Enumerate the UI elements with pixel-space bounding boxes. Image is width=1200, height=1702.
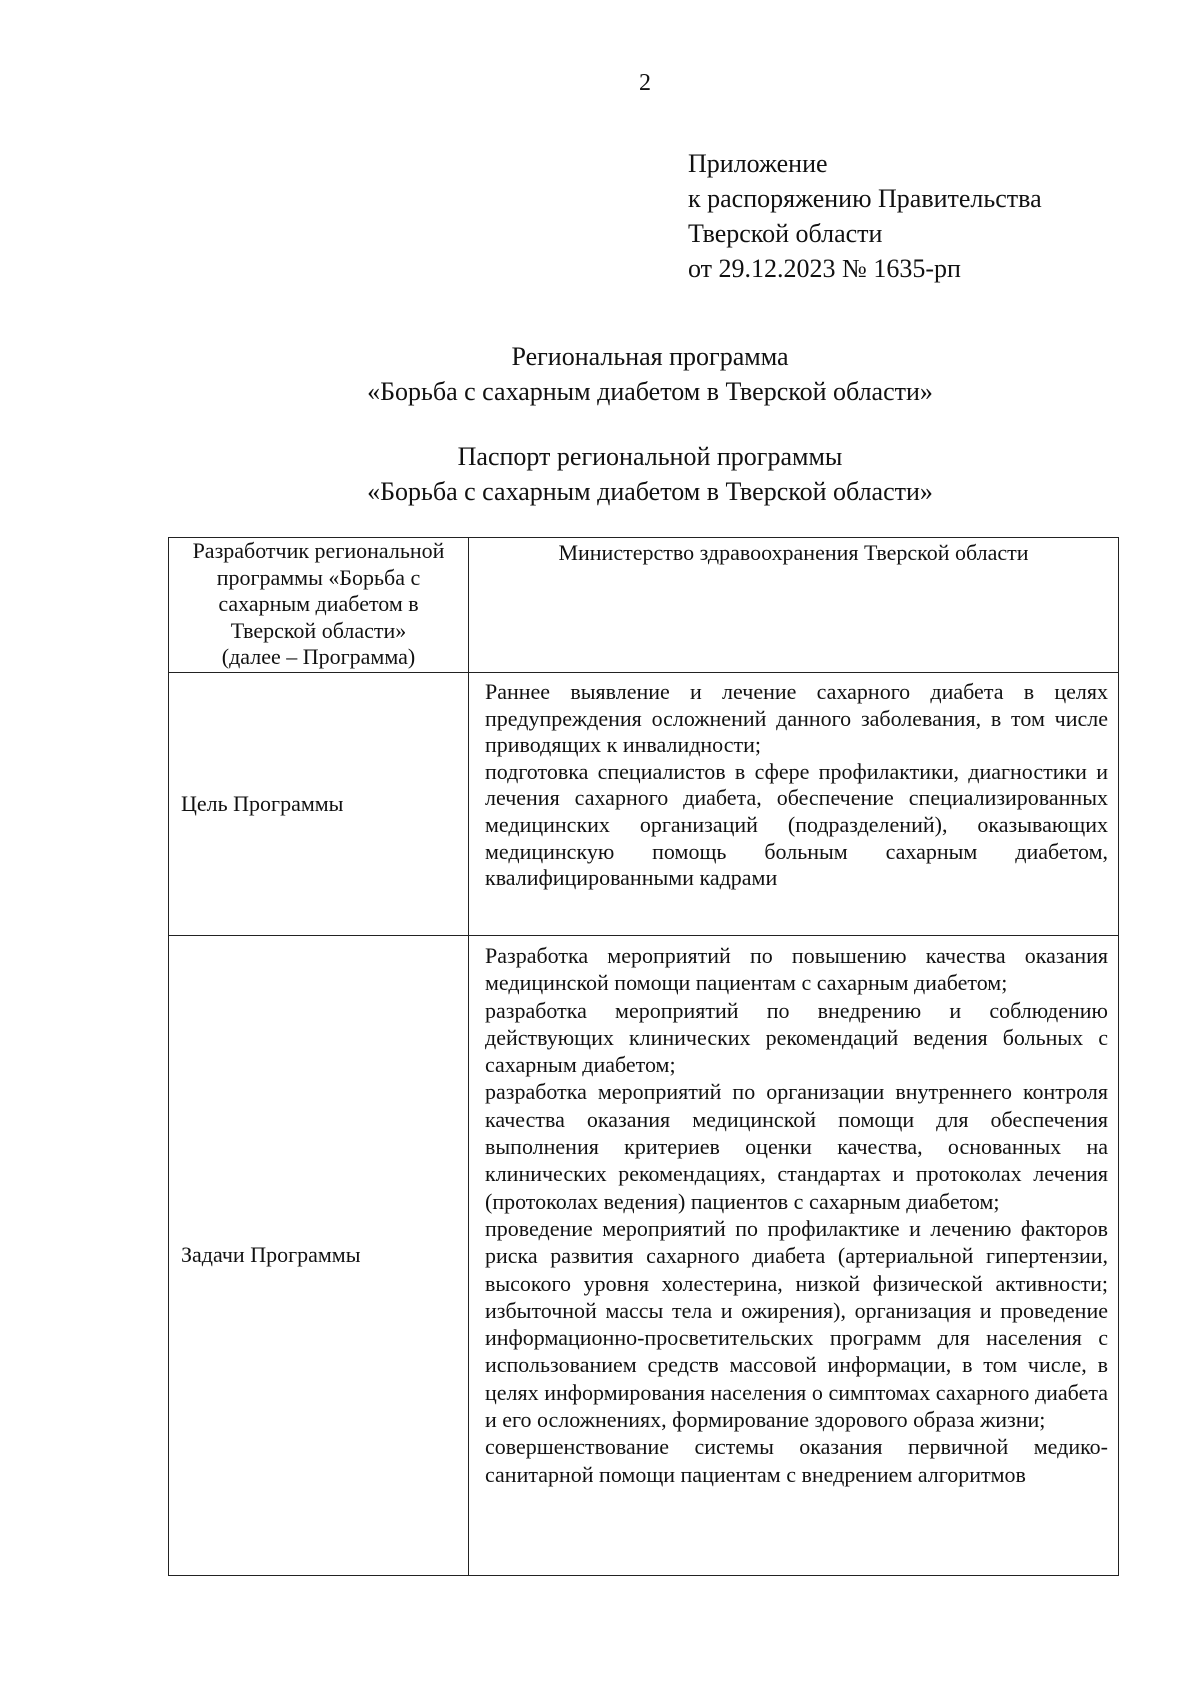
- developer-label-line: программы «Борьба с: [216, 564, 421, 590]
- tasks-paragraph: разработка мероприятий по организации внутреннего контроля качества оказания медицинской помощи для обеспечения выполнения критериев оценки качества, основанных на клинических рекомендациях, стандартах и протоколах лечения (протоколах ведения) пациентов с сахарным диабетом;: [485, 1079, 1108, 1214]
- developer-label-line: Тверской области»: [230, 617, 407, 643]
- tasks-label-cell: [169, 936, 469, 1576]
- goal-paragraph: Раннее выявление и лечение сахарного диабета в целях предупреждения осложнений данного заболевания, в том числе приводящих к инвалидности;: [485, 679, 1108, 758]
- passport-title-line: Паспорт региональной программы: [457, 442, 843, 471]
- goal-label: Цель Программы: [181, 790, 344, 816]
- goal-paragraph: подготовка специалистов в сфере профилактики, диагностики и лечения сахарного диабета, обеспечение специализированных медицинских организаций (подразделений), оказывающих медицинскую помощь больным сахарным диабетом, квалифицированными кадрами: [485, 758, 1108, 891]
- tasks-paragraph: совершенствование системы оказания первичной медико-санитарной помощи пациентам с внедрением алгоритмов: [485, 1434, 1108, 1487]
- developer-label-line: (далее – Программа): [221, 644, 416, 670]
- table-row: [169, 673, 1119, 936]
- tasks-paragraph: Разработка мероприятий по повышению качества оказания медицинской помощи пациентам с сахарным диабетом;: [485, 943, 1108, 996]
- developer-value-cell: [469, 538, 1119, 673]
- passport-title-line: «Борьба с сахарным диабетом в Тверской области»: [367, 477, 933, 506]
- program-title-line: Региональная программа: [511, 342, 789, 371]
- program-title: [150, 339, 1150, 409]
- tasks-value-cell: [469, 936, 1119, 1576]
- appendix-line: Приложение: [688, 149, 828, 178]
- appendix-line: от 29.12.2023 № 1635-рп: [688, 254, 961, 283]
- developer-label-line: Разработчик региональной: [192, 538, 445, 563]
- goal-label-cell: [169, 673, 469, 936]
- tasks-paragraph: разработка мероприятий по внедрению и соблюдению действующих клинических рекомендаций ведения больных с сахарным диабетом;: [485, 997, 1108, 1078]
- appendix-line: Тверской области: [688, 219, 883, 248]
- table-row: [169, 538, 1119, 673]
- goal-value-cell: [469, 673, 1119, 936]
- developer-value: Министерство здравоохранения Тверской области: [558, 540, 1029, 565]
- appendix-block: [688, 146, 1042, 286]
- tasks-label: Задачи Программы: [181, 1242, 361, 1268]
- table-row: [169, 936, 1119, 1576]
- developer-label-cell: [169, 538, 469, 673]
- program-title-line: «Борьба с сахарным диабетом в Тверской области»: [367, 377, 933, 406]
- page-number: 2: [639, 70, 651, 96]
- passport-table: [168, 537, 1119, 1576]
- appendix-line: к распоряжению Правительства: [688, 184, 1042, 213]
- developer-label-line: сахарным диабетом в: [218, 591, 419, 617]
- tasks-paragraph: проведение мероприятий по профилактике и лечению факторов риска развития сахарного диабета (артериальной гипертензии, высокого уровня холестерина, низкой физической активности; избыточной массы тела и ожирения), организация и проведение информационно-просветительских программ для населения с использованием средств массовой информации, в том числе, в целях информирования населения о симптомах сахарного диабета и его осложнениях, формирование здорового образа жизни;: [485, 1215, 1108, 1433]
- passport-title: [150, 439, 1150, 509]
